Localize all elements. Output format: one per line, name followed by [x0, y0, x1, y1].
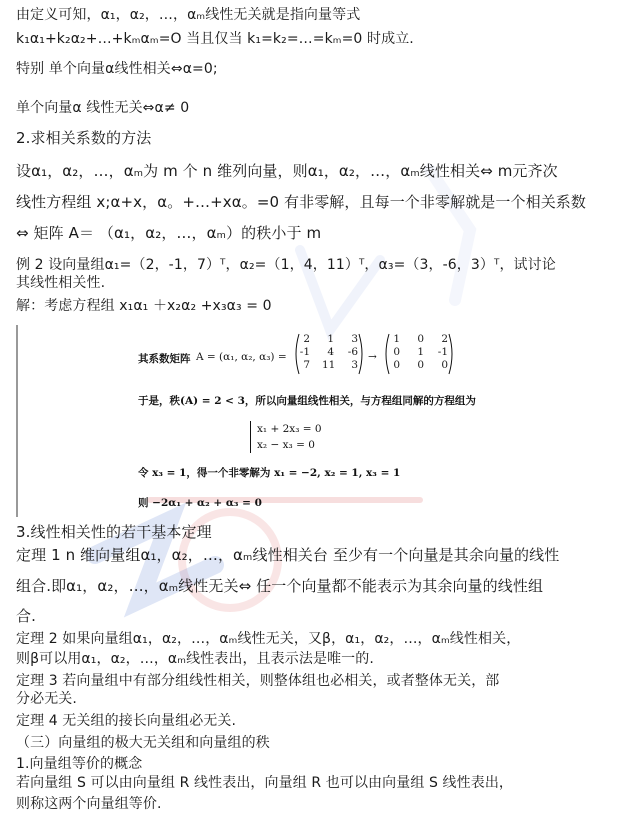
equation-2: x₂ − x₃ = 0	[257, 439, 315, 451]
text-line: 合.	[16, 607, 36, 625]
text-line: 组合.即α₁，α₂，…，αₘ线性无关⇔ 任一个向量都不能表示为其余向量的线性组	[16, 577, 544, 595]
matrix-cell: 7	[303, 359, 310, 371]
matrix-cell: 0	[417, 333, 424, 345]
equation-1: x₁ + 2x₃ = 0	[257, 423, 322, 435]
matrix-cell: 4	[327, 346, 334, 358]
figure-label: 其系数矩阵	[138, 353, 191, 365]
matrix-cell: -1	[299, 346, 310, 358]
equation-system	[250, 421, 322, 453]
text-line: 例 2 设向量组α₁=（2，-1，7）ᵀ，α₂=（1，4，11）ᵀ，α₃=（3，-6，3）ᵀ，试讨论	[16, 257, 556, 273]
text-line: k₁α₁+k₂α₂+…+kₘαₘ=O 当且仅当 k₁=k₂=…=kₘ=0 时成立.	[16, 31, 414, 47]
text-line: 设α₁，α₂，…，αₘ为 m 个 n 维列向量，则α₁，α₂，…，αₘ线性相关⇔ m元齐次	[16, 162, 558, 180]
matrix-row	[388, 346, 448, 359]
bracket-icon	[448, 333, 456, 375]
text-line: 特别 单个向量α线性相关⇔α=0;	[16, 61, 218, 77]
text-line: 定理 4 无关组的接长向量组必无关.	[16, 713, 237, 729]
text-line: 则β可以用α₁，α₂，…，αₘ线性表出，且表示法是唯一的.	[16, 651, 374, 667]
result-line: 则 −2α₁ + α₂ + α₃ = 0	[138, 497, 262, 509]
section-heading: （三）向量组的极大无关组和向量组的秩	[16, 735, 270, 751]
text-line: 单个向量α 线性无关⇔α≠ 0	[16, 100, 190, 116]
text-line: 若向量组 S 可以由向量组 R 线性表出，向量组 R 也可以由向量组 S 线性表出，	[16, 775, 514, 791]
text-line: 定理 1 n 维向量组α₁，α₂，…，αₘ线性相关台 至少有一个向量是其余向量的线性	[16, 546, 560, 564]
matrix-cell: 0	[393, 346, 400, 358]
matrix-row	[298, 359, 358, 372]
matrix-cell: 3	[351, 333, 358, 345]
rank-line: 于是，秩(A) = 2 < 3，所以向量组线性相关，与方程组同解的方程组为	[138, 395, 476, 407]
text-line: 其线性相关性.	[16, 275, 106, 291]
section-heading: 2.求相关系数的方法	[16, 129, 152, 147]
matrix-cell: 1	[417, 346, 424, 358]
text-line: ⇔ 矩阵 A＝ （α₁，α₂，…，αₘ）的秩小于 m	[16, 224, 322, 242]
matrix-cell: 1	[327, 333, 334, 345]
text-line: 解：考虑方程组 x₁α₁ ＋x₂α₂ +x₃α₃ = 0	[16, 298, 272, 314]
matrix-cell: 2	[303, 333, 310, 345]
matrix-cell: 2	[441, 333, 448, 345]
text-line: 分必无关.	[16, 691, 77, 707]
text-line: 定理 2 如果向量组α₁，α₂，…，αₘ线性无关，又β，α₁，α₂，…，αₘ线性相关，	[16, 631, 521, 647]
section-heading: 3.线性相关性的若干基本定理	[16, 523, 212, 541]
solution-figure	[16, 325, 476, 517]
matrix-cell: 0	[393, 359, 400, 371]
text-line: 由定义可知，α₁，α₂，…，αₘ线性无关就是指向量等式	[16, 7, 361, 23]
matrix-cell: 11	[322, 359, 336, 371]
matrix-row	[388, 359, 448, 372]
text-line: 定理 3 若向量组中有部分组线性相关，则整体组也必相关，或者整体无关，部	[16, 673, 500, 689]
matrix-cell: 1	[393, 333, 400, 345]
matrix-row	[298, 346, 358, 359]
matrix-cell: -6	[347, 346, 358, 358]
matrix-row	[388, 333, 448, 346]
text-line: 1.向量组等价的概念	[16, 756, 143, 772]
matrix-cell: 3	[351, 359, 358, 371]
matrix-cell: -1	[437, 346, 448, 358]
arrow-icon: →	[368, 351, 377, 363]
matrix-row	[298, 333, 358, 346]
matrix-left	[298, 333, 358, 372]
text-line: 则称这两个向量组等价.	[16, 796, 162, 812]
bracket-icon	[292, 333, 300, 375]
solution-line: 令 x₃ = 1，得一个非零解为 x₁ = −2, x₂ = 1, x₃ = 1	[138, 467, 401, 479]
text-line: 线性方程组 x;α+x，α。+…+xα。=0 有非零解，且每一个非零解就是一个相关系数	[16, 193, 587, 211]
bracket-icon	[358, 333, 366, 375]
matrix-right	[388, 333, 448, 372]
matrix-cell: 0	[417, 359, 424, 371]
figure-lhs: A = (α₁, α₂, α₃) =	[196, 351, 287, 363]
bracket-icon	[382, 333, 390, 375]
matrix-cell: 0	[441, 359, 448, 371]
